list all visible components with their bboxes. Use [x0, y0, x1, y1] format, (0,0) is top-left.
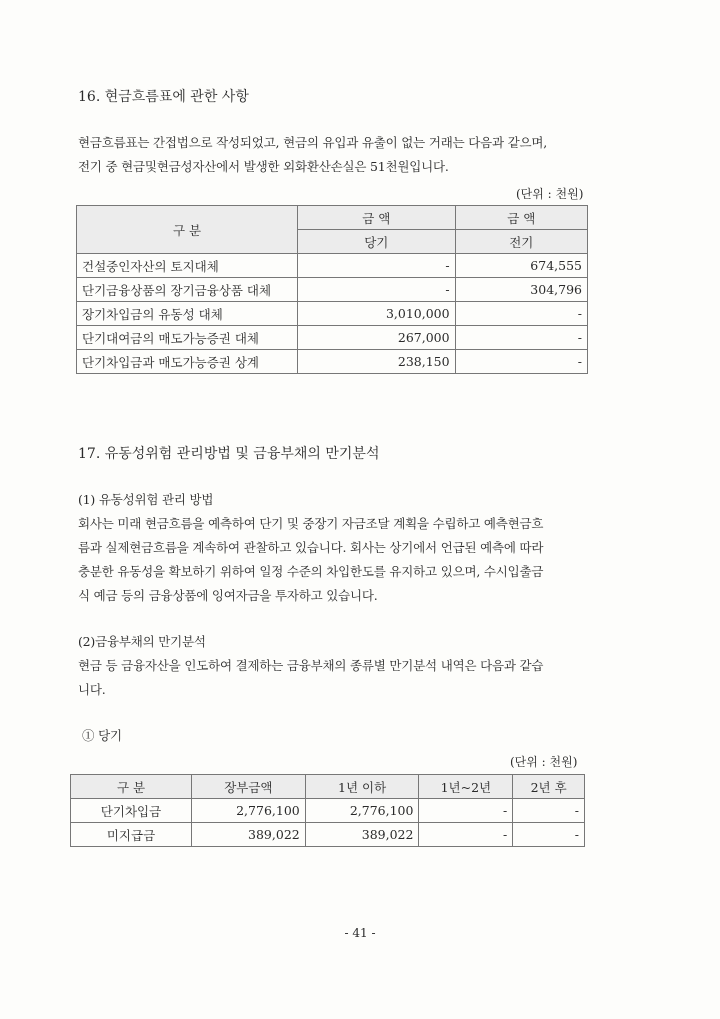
row-label: 장기차입금의 유동성 대체: [77, 302, 298, 326]
maturity-header-within1: 1년 이하: [305, 775, 419, 799]
row-current: 238,150: [298, 350, 456, 374]
maturity-header-book: 장부금액: [192, 775, 306, 799]
row-current: 267,000: [298, 326, 456, 350]
maturity-header-1to2: 1년~2년: [419, 775, 513, 799]
row-label: 단기차입금: [71, 799, 192, 823]
row-prior: -: [455, 326, 587, 350]
row-current: -: [298, 278, 456, 302]
section-17-sub2-title: (2)금융부채의 만기분석: [78, 634, 206, 649]
table-row: [77, 278, 588, 302]
cashflow-subheader-current: 당기: [298, 230, 456, 254]
table-row: [77, 302, 588, 326]
row-label: 단기차입금과 매도가능증권 상계: [77, 350, 298, 374]
section-17-sub1-title: (1) 유동성위험 관리 방법: [78, 492, 214, 507]
cashflow-table: [76, 205, 588, 374]
maturity-table: [70, 774, 585, 847]
cashflow-header-amount-prior: 금 액: [455, 206, 587, 230]
row-prior: 304,796: [455, 278, 587, 302]
row-prior: -: [455, 302, 587, 326]
row-book: 389,022: [192, 823, 306, 847]
row-current: -: [298, 254, 456, 278]
section-16-para-line-1: 현금흐름표는 간접법으로 작성되었고, 현금의 유입과 유출이 없는 거래는 다음과 같으며,: [78, 135, 548, 150]
row-1to2: -: [419, 799, 513, 823]
page-number: - 41 -: [344, 926, 376, 940]
row-within1: 389,022: [305, 823, 419, 847]
section-17-sub2-item: ① 당기: [82, 728, 122, 743]
table-row: [77, 254, 588, 278]
section-17-sub2-line-1: 현금 등 금융자산을 인도하여 결제하는 금융부채의 종류별 만기분석 내역은 다음과 같습: [78, 658, 544, 673]
row-prior: -: [455, 350, 587, 374]
row-1to2: -: [419, 823, 513, 847]
cashflow-header-amount-current: 금 액: [298, 206, 456, 230]
cashflow-header-category: 구 분: [77, 206, 298, 254]
section-17-title: 17. 유동성위험 관리방법 및 금융부채의 만기분석: [78, 446, 380, 462]
row-label: 단기금융상품의 장기금융상품 대체: [77, 278, 298, 302]
maturity-header-category: 구 분: [71, 775, 192, 799]
row-after2: -: [513, 799, 585, 823]
section-16-para-line-2: 전기 중 현금및현금성자산에서 발생한 외화환산손실은 51천원입니다.: [78, 159, 449, 174]
table-row: [77, 326, 588, 350]
row-within1: 2,776,100: [305, 799, 419, 823]
maturity-header-after2: 2년 후: [513, 775, 585, 799]
section-17-sub2-line-2: 니다.: [78, 682, 106, 697]
section-16-title: 16. 현금흐름표에 관한 사항: [78, 89, 249, 105]
table-row: [77, 350, 588, 374]
row-prior: 674,555: [455, 254, 587, 278]
cashflow-subheader-prior: 전기: [455, 230, 587, 254]
section-17-sub1-line-4: 식 예금 등의 금융상품에 잉여자금을 투자하고 있습니다.: [78, 588, 378, 603]
section-17-unit: (단위 : 천원): [510, 755, 578, 769]
table-row: [71, 799, 585, 823]
row-label: 단기대여금의 매도가능증권 대체: [77, 326, 298, 350]
section-16-unit: (단위 : 천원): [516, 187, 584, 201]
row-label: 미지급금: [71, 823, 192, 847]
table-row: [71, 823, 585, 847]
row-book: 2,776,100: [192, 799, 306, 823]
row-current: 3,010,000: [298, 302, 456, 326]
section-17-sub1-line-3: 충분한 유동성을 확보하기 위하여 일정 수준의 차입한도를 유지하고 있으며, 수시입출금: [78, 564, 544, 579]
section-17-sub1-line-1: 회사는 미래 현금흐름을 예측하여 단기 및 중장기 자금조달 계획을 수립하고 예측현금흐: [78, 516, 544, 531]
section-17-sub1-line-2: 름과 실제현금흐름을 계속하여 관찰하고 있습니다. 회사는 상기에서 언급된 예측에 따라: [78, 540, 544, 555]
row-after2: -: [513, 823, 585, 847]
row-label: 건설중인자산의 토지대체: [77, 254, 298, 278]
